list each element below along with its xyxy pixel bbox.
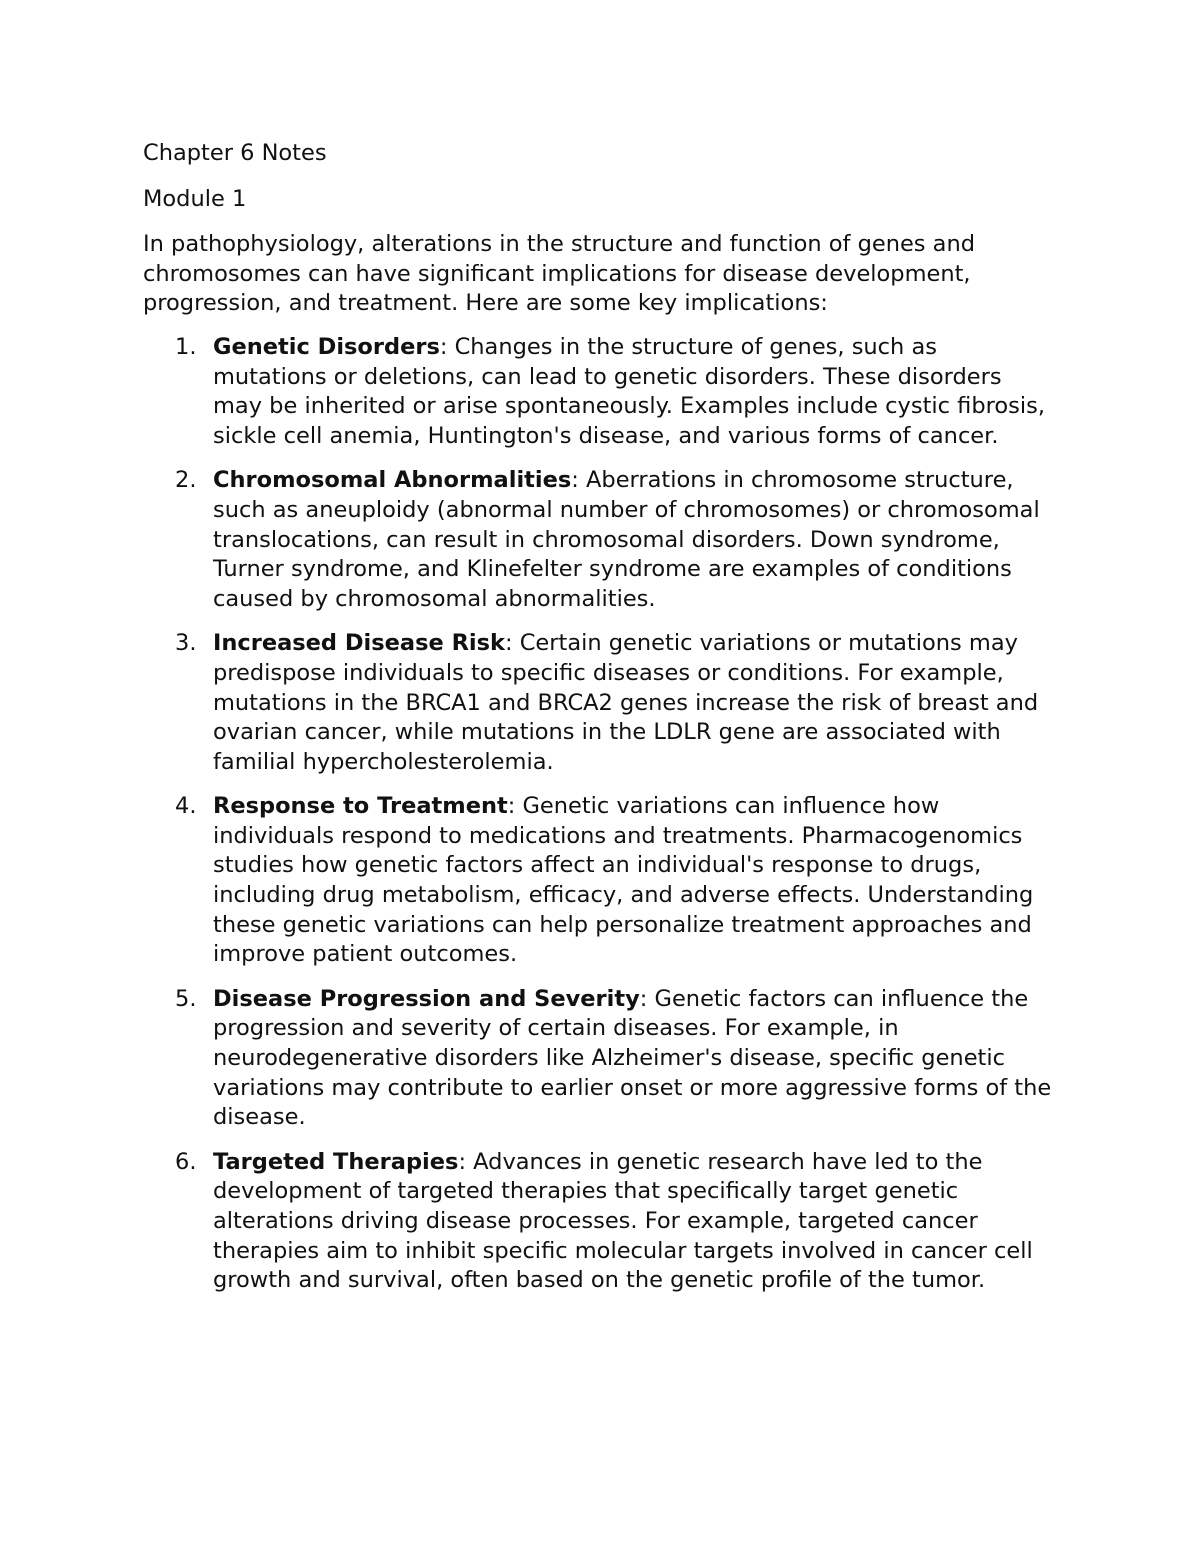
- list-item-body: [213, 629, 1063, 777]
- list-item: [143, 792, 1063, 970]
- list-item-term: Increased Disease Risk: [213, 630, 505, 657]
- list-item-body: [213, 333, 1049, 451]
- module-heading: Module 1: [143, 185, 247, 212]
- list-item-number: 3.: [175, 630, 197, 657]
- list-item-body: [213, 792, 1043, 970]
- list-item: [143, 985, 1063, 1133]
- list-item-text: : Changes in the structure of genes, such as mutations or deletions, can lead to genetic disorders. These disorders may be inherited or arise spontaneously. Examples include cystic fibrosis, sickle cell anemia, Huntington's disease, and various forms of cancer.: [213, 333, 1045, 449]
- list-item: [143, 1148, 1063, 1296]
- list-item: [143, 333, 1063, 451]
- document-page: [143, 139, 1063, 1311]
- intro-paragraph: In pathophysiology, alterations in the structure and function of genes and chromosomes can have significant implications for disease development, progression, and treatment. Here are some key implications:: [143, 231, 976, 317]
- list-item-term: Targeted Therapies: [213, 1148, 459, 1175]
- list-item-body: [213, 466, 1063, 614]
- list-item-number: 5.: [175, 985, 197, 1012]
- list-item-body: [213, 985, 1053, 1133]
- list-item-text: : Genetic factors can influence the progression and severity of certain diseases. For example, in neurodegenerative disorders like Alzheimer's disease, specific genetic variations may contribute to earlier onset or more aggressive forms of the disease.: [213, 985, 1052, 1131]
- implications-list: [143, 333, 1063, 1296]
- list-item-term: Genetic Disorders: [213, 333, 440, 360]
- list-item-number: 6.: [175, 1148, 197, 1175]
- document-title: Chapter 6 Notes: [143, 140, 327, 166]
- list-item-text: : Advances in genetic research have led to the development of targeted therapies that specifically target genetic alterations driving disease processes. For example, targeted cancer therapies aim to inhibit specific molecular targets involved in cancer cell growth and survival, often based on the genetic profile of the tumor.: [213, 1148, 1033, 1294]
- list-item-body: [213, 1148, 1043, 1296]
- list-item: [143, 629, 1063, 777]
- list-item-text: : Genetic variations can influence how individuals respond to medications and treatments. Pharmacogenomics studies how genetic factors affect an individual's response to drugs, including drug metabolism, efficacy, and adverse effects. Understanding these genetic variations can help personalize treatment approaches and improve patient outcomes.: [213, 793, 1034, 968]
- list-item-number: 1.: [175, 333, 197, 360]
- list-item-term: Response to Treatment: [213, 793, 508, 820]
- list-item-text: : Aberrations in chromosome structure, such as aneuploidy (abnormal number of chromosomes) or chromosomal translocations, can result in chromosomal disorders. Down syndrome, Turner syndrome, and Klinefelter syndrome are examples of conditions caused by chromosomal abnormalities.: [213, 467, 1040, 612]
- list-item-term: Chromosomal Abnormalities: [213, 467, 572, 494]
- list-item-number: 4.: [175, 793, 197, 820]
- list-item-number: 2.: [175, 467, 197, 494]
- list-item-text: : Certain genetic variations or mutations may predispose individuals to specific diseases or conditions. For example, mutations in the BRCA1 and BRCA2 genes increase the risk of breast and ovarian cancer, while mutations in the LDLR gene are associated with familial hypercholesterolemia.: [213, 630, 1039, 775]
- list-item-term: Disease Progression and Severity: [213, 985, 640, 1012]
- list-item: [143, 466, 1063, 614]
